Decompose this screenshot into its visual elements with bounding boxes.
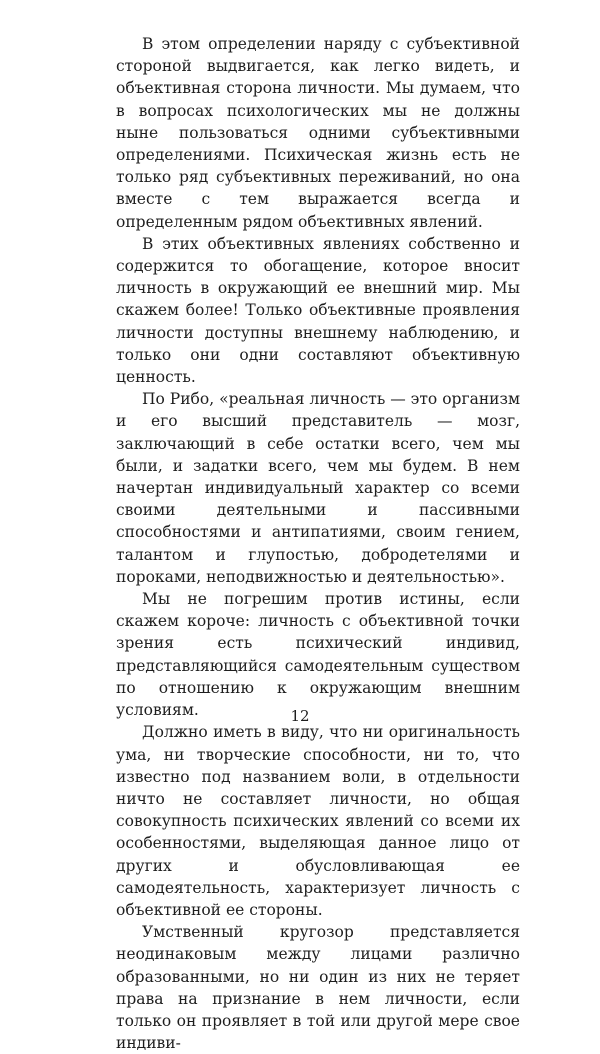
paragraph-1: В этом определении наряду с субъективной стороной выдвигается, как легко видеть, и объективная сторона личности. Мы думаем, что в вопросах психологических мы не должны ныне пользоваться одними субъективными определениями. Психическая жизнь есть не только ряд субъективных переживаний, но она вместе с тем выражается всегда и определенным рядом объективных явлений.	[116, 35, 520, 231]
paragraph-5: Должно иметь в виду, что ни оригинальность ума, ни творческие способности, ни то, что известно под названием воли, в отдельности ничто не составляет личности, но общая совокупность психических явлений со всеми их особенностями, выделяющая данное лицо от других и обусловливающая ее самодеятельность, характеризует личность с объективной ее стороны.	[116, 723, 520, 919]
body-text	[116, 33, 520, 1054]
paragraph-2: В этих объективных явлениях собственно и содержится то обогащение, которое вносит личность в окружающий ее внешний мир. Мы скажем более! Только объективные проявления личности доступны внешнему наблюдению, и только они одни составляют объективную ценность.	[116, 234, 520, 387]
paragraph-6: Умственный кругозор представляется неодинаковым между лицами различно образованными, но ни один из них не теряет права на признание в нем личности, если только он проявляет в той или другой мере свое индиви-	[116, 923, 520, 1053]
page-number: 12	[290, 707, 310, 725]
paragraph-3: По Рибо, «реальная личность — это организм и его высший представитель — мозг, заключающий в себе остатки всего, чем мы были, и задатки всего, чем мы будем. В нем начертан индивидуальный характер со всеми своими деятельными и пассивными способностями и антипатиями, своим гением, талантом и глупостью, добродетелями и пороками, неподвижностью и деятельностью».	[116, 390, 520, 586]
paragraph-4: Мы не погрешим против истины, если скажем короче: личность с объективной точки зрения есть психический индивид, представляющийся самодеятельным существом по отношению к окружающим внешним условиям.	[116, 590, 520, 720]
